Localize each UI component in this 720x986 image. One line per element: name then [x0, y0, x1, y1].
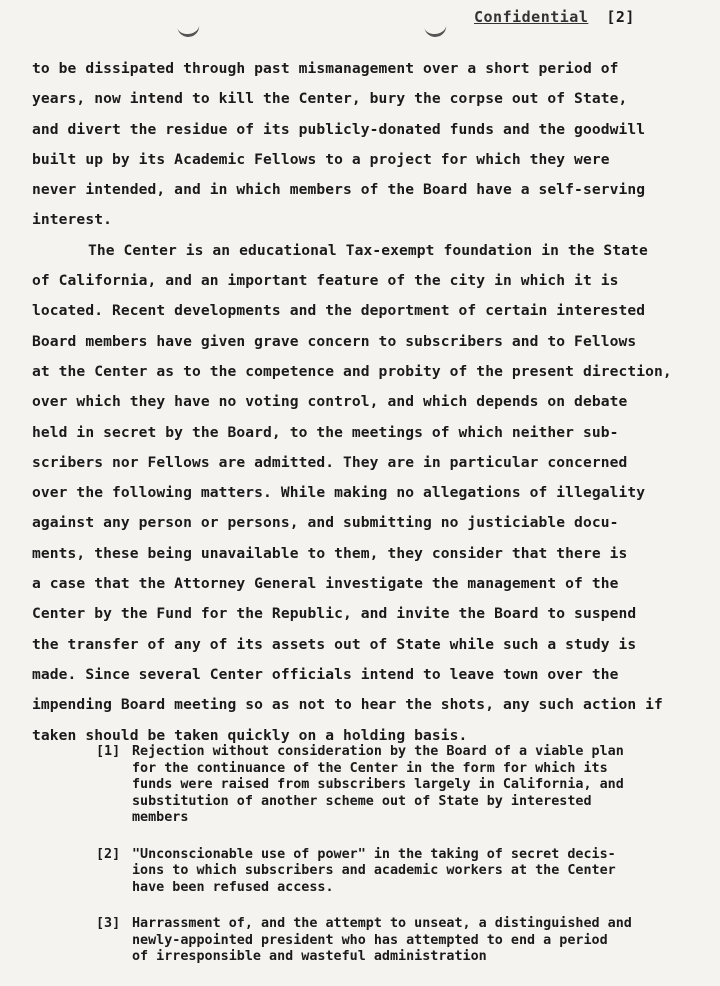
paragraph-2 [32, 236, 682, 751]
text-line: scribers nor Fellows are admitted. They are in particular concerned [32, 453, 628, 471]
text-line: Center by the Fund for the Republic, and invite the Board to suspend [32, 605, 637, 623]
text-line: never intended, and in which members of the Board have a self-serving [32, 181, 646, 199]
list-item [96, 916, 696, 966]
text-line: impending Board meeting so as not to hear the shots, any such action if [32, 696, 663, 714]
confidential-label: Confidential [474, 8, 589, 26]
text-line: built up by its Academic Fellows to a project for which they were [32, 150, 610, 168]
text-line: located. Recent developments and the deportment of certain interested [32, 302, 646, 320]
text-line: of California, and an important feature of the city in which it is [32, 272, 619, 290]
item-line: members [132, 810, 189, 825]
list-item [96, 744, 696, 827]
item-line: of irresponsible and wasteful administration [132, 949, 487, 964]
item-line: Harrassment of, and the attempt to unseat, a distinguished and [132, 916, 632, 931]
item-line: substitution of another scheme out of State by interested [132, 793, 592, 809]
item-line: Rejection without consideration by the Board of a viable plan [132, 744, 624, 759]
text-line: against any person or persons, and submitting no justiciable docu- [32, 514, 619, 532]
numbered-list [96, 744, 696, 986]
punch-hole-mark [175, 11, 200, 39]
text-line: a case that the Attorney General investigate the management of the [32, 575, 619, 593]
text-line: over which they have no voting control, and which depends on debate [32, 393, 628, 411]
text-line: to be dissipated through past mismanagement over a short period of [32, 60, 619, 77]
text-line: taken should be taken quickly on a holding basis. [32, 726, 468, 744]
text-line: made. Since several Center officials intend to leave town over the [32, 665, 619, 683]
text-line: and divert the residue of its publicly-donated funds and the goodwill [32, 120, 646, 138]
text-line: the transfer of any of its assets out of State while such a study is [32, 635, 637, 653]
item-line: ions to which subscribers and academic workers at the Center [132, 863, 616, 878]
item-number: [2] [96, 846, 121, 862]
text-line: over the following matters. While making no allegations of illegality [32, 484, 646, 502]
punch-hole-mark [422, 11, 447, 39]
text-line: held in secret by the Board, to the meetings of which neither sub- [32, 423, 619, 441]
item-line: funds were raised from subscribers largely in California, and [132, 777, 624, 792]
body-text [32, 54, 682, 751]
text-line: The Center is an educational Tax-exempt foundation in the State [88, 241, 648, 259]
text-line: ments, these being unavailable to them, they consider that there is [32, 544, 628, 562]
item-line: newly-appointed president who has attempted to end a period [132, 932, 608, 948]
page-header [474, 8, 714, 26]
paragraph-1 [32, 54, 682, 236]
text-line: interest. [32, 211, 112, 229]
text-line: at the Center as to the competence and probity of the present direction, [32, 362, 672, 380]
item-number: [1] [96, 744, 121, 759]
item-line: "Unconscionable use of power" in the taking of secret decis- [132, 846, 616, 862]
page-number: [2] [606, 8, 635, 26]
text-line: years, now intend to kill the Center, bury the corpse out of State, [32, 90, 628, 108]
list-item [96, 847, 696, 897]
item-number: [3] [96, 916, 121, 931]
item-line: for the continuance of the Center in the form for which its [132, 760, 608, 776]
item-line: have been refused access. [132, 879, 334, 895]
text-line: Board members have given grave concern to subscribers and to Fellows [32, 332, 637, 350]
